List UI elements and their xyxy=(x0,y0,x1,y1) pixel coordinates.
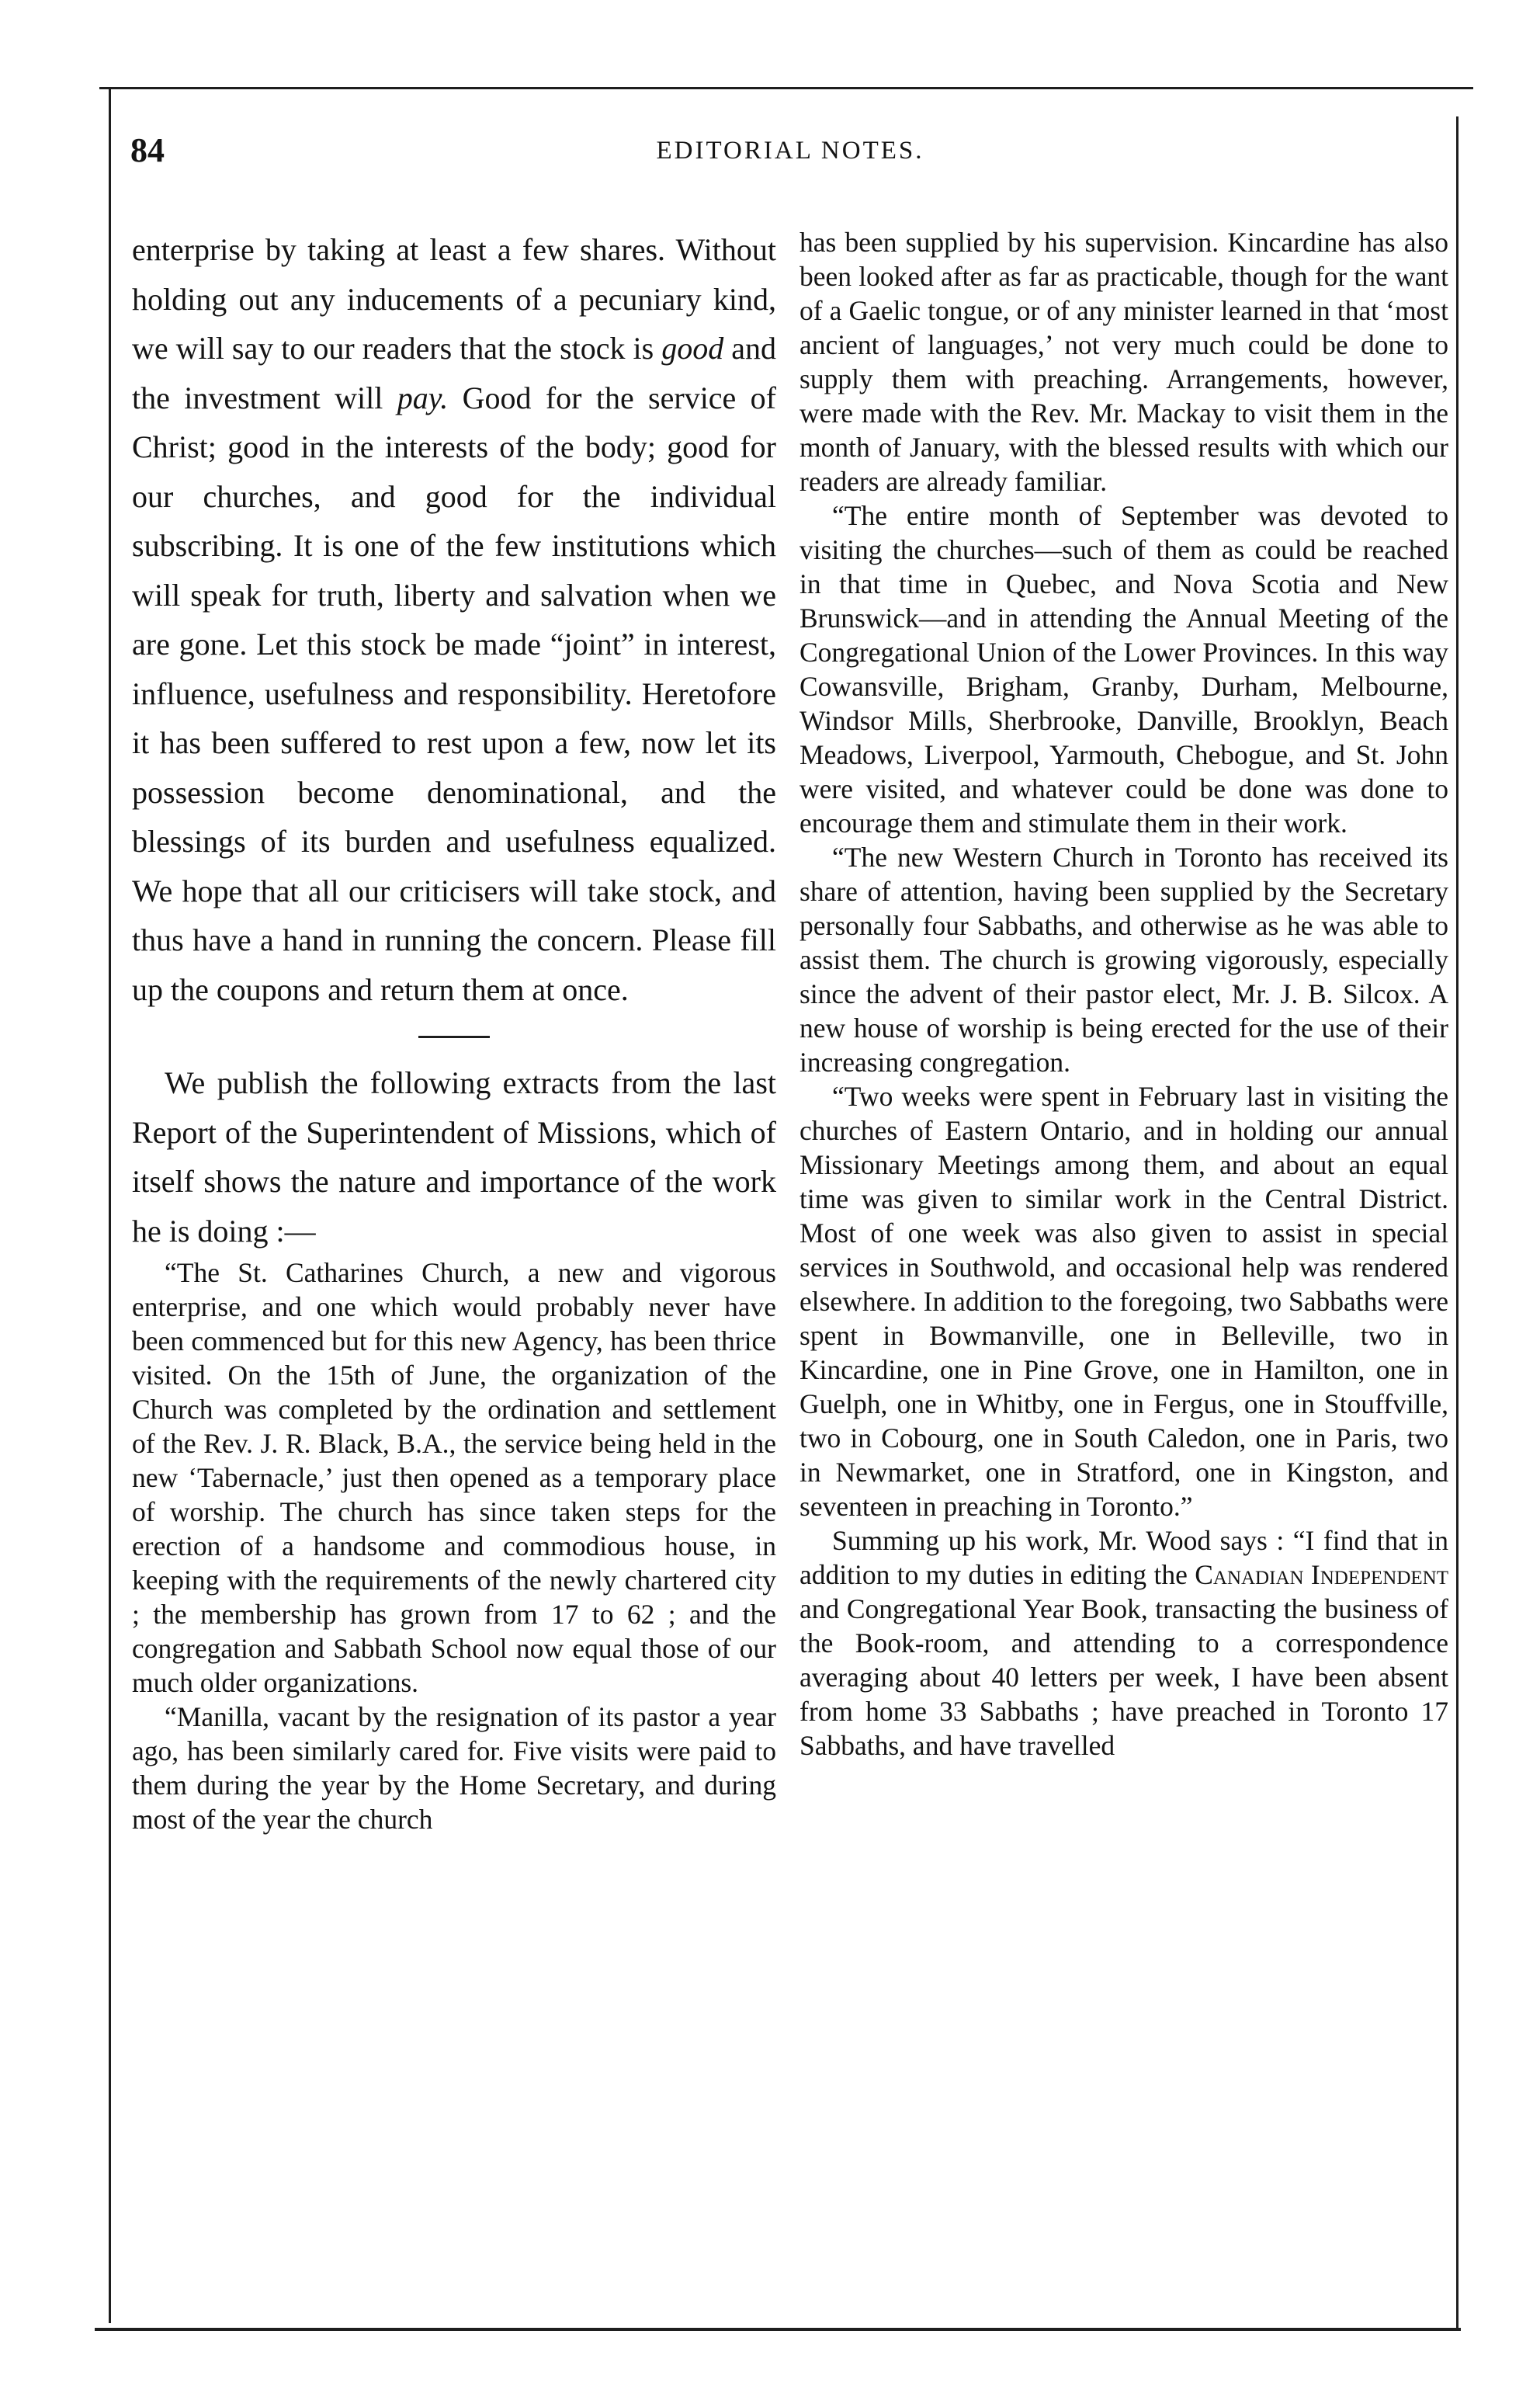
page-border-bottom xyxy=(95,2328,1461,2331)
page-border-left xyxy=(109,87,111,2323)
february-paragraph: “Two weeks were spent in February last in visiting the churches of Eastern Ontario, and in holding our annual Missionary Meetings among them, and about an equal time was given to similar work in the Central District. Most of one week was also given to assist in special services in Southwold, and occasional help was rendered elsewhere. In addition to the foregoing, two Sabbaths were spent in Bowmanville, one in Belleville, two in Kincardine, one in Pine Grove, one in Hamilton, one in Guelph, one in Whitby, one in Fergus, one in Stouffville, two in Cobourg, one in South Caledon, one in Paris, two in Newmarket, one in Stratford, one in Kingston, and seventeen in preaching in Toronto.” xyxy=(799,1081,1448,1522)
summary-paragraph xyxy=(799,1523,1448,1763)
text-run: enterprise by taking at least a few shares. Without holding out any inducements of a pecuniary kind, we will say to our readers that the stock is xyxy=(132,232,776,366)
st-catharines-paragraph: “The St. Catharines Church, a new and vigorous enterprise, and one which would probably never have been commenced but for this new Agency, has been thrice visited. On the 15th of June, the organization of the Church was completed by the ordination and settlement of the Rev. J. R. Black, B.A., the service being held in the new ‘Tabernacle,’ just then opened as a temporary place of worship. The church has since taken steps for the erection of a handsome and commodious house, in keeping with the requirements of the newly chartered city ; the membership has grown from 17 to 62 ; and the congregation and Sabbath School now equal those of our much older organizations. xyxy=(132,1257,776,1698)
left-column xyxy=(132,225,776,1836)
extracts-intro-paragraph: We publish the following extracts from the last Report of the Superintendent of Missions, which of itself shows the nature and importance of the work he is doing :— xyxy=(132,1065,776,1249)
running-head: EDITORIAL NOTES. xyxy=(656,137,924,165)
text-run: and Congregational Year Book, transacting the business of the Book-room, and attending to a correspondence averaging about 40 letters per week, I have been absent from home 33 Sabbaths ; have preached in Toronto 17 Sabbaths, and have travelled xyxy=(799,1593,1448,1761)
small-type-section xyxy=(132,1256,776,1836)
page-number: 84 xyxy=(130,131,165,169)
text-run: Summing up his work, Mr. Wood says : “I find that in addition to my duties in editing the xyxy=(799,1525,1448,1590)
right-column xyxy=(799,225,1448,1763)
section-divider xyxy=(418,1036,490,1038)
text-run: and the investment will xyxy=(132,331,776,415)
stock-paragraph xyxy=(132,225,776,1014)
page-border-top xyxy=(99,87,1473,89)
page-header xyxy=(130,130,1450,185)
large-type-section xyxy=(132,225,776,1256)
italic-word: pay. xyxy=(397,380,449,415)
manilla-paragraph: “Manilla, vacant by the resignation of its pastor a year ago, has been similarly cared for. Five visits were paid to them during the year by the Home Secretary, and during most of the year the church xyxy=(132,1701,776,1835)
italic-word: good xyxy=(661,331,724,366)
kincardine-paragraph: has been supplied by his supervision. Kincardine has also been looked after as far as practicable, though for the want of a Gaelic tongue, or of any minister learned in that ‘most ancient of languages,’ not very much could be done to supply them with preaching. Arrangements, however, were made with the Rev. Mr. Mackay to visit them in the month of January, with the blessed results with which our readers are already familiar. xyxy=(799,227,1448,497)
publication-name: Canadian Independent xyxy=(1195,1559,1448,1590)
western-church-paragraph: “The new Western Church in Toronto has received its share of attention, having been supplied by the Secretary personally four Sabbaths, and otherwise as he was able to assist them. The church is growing vigorously, especially since the advent of their pastor elect, Mr. J. B. Silcox. A new house of worship is being erected for the use of their increasing congregation. xyxy=(799,842,1448,1078)
text-run: Good for the service of Christ; good in the interests of the body; good for our churches, and good for the individual subscribing. It is one of the few institutions which will speak for truth, liberty and salvation when we are gone. Let this stock be made “joint” in interest, influence, usefulness and responsibility. Heretofore it has been suffered to rest upon a few, now let its possession become denominational, and the blessings of its burden and usefulness equalized. We hope that all our criticisers will take stock, and thus have a hand in running the concern. Please fill up the coupons and return them at once. xyxy=(132,380,776,1007)
page-border-right xyxy=(1456,116,1458,2329)
september-paragraph: “The entire month of September was devoted to visiting the churches—such of them as could be reached in that time in Quebec, and Nova Scotia and New Brunswick—and in attending the Annual Meeting of the Congregational Union of the Lower Provinces. In this way Cowansville, Brigham, Granby, Durham, Melbourne, Windsor Mills, Sherbrooke, Danville, Brooklyn, Beach Meadows, Liverpool, Yarmouth, Chebogue, and St. John were visited, and whatever could be done was done to encourage them and stimulate them in their work. xyxy=(799,500,1448,839)
